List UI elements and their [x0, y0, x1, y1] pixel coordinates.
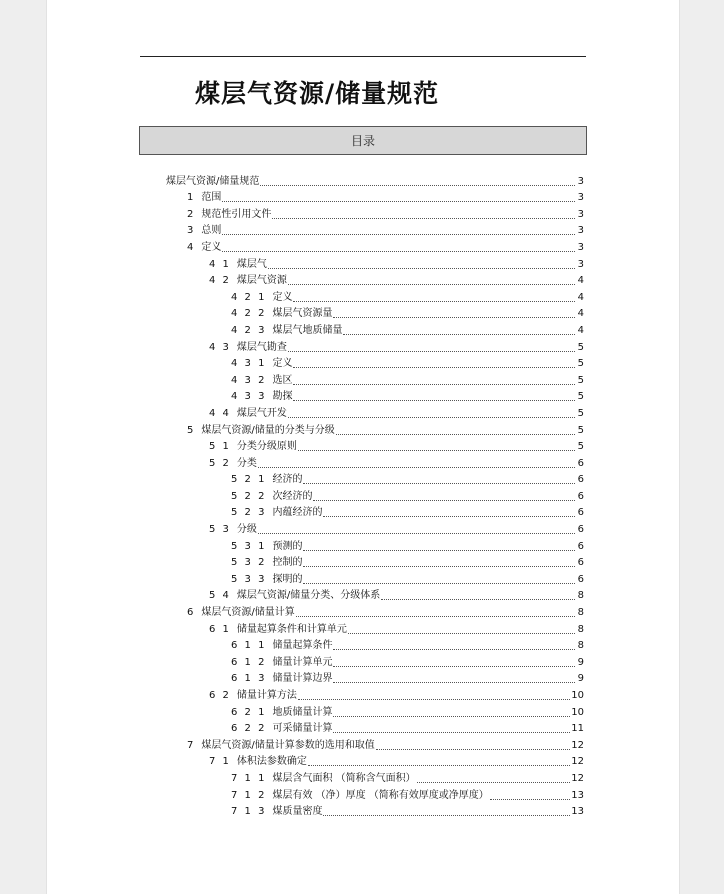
- document-title: 煤层气资源/储量规范: [195, 79, 440, 108]
- toc-dot-leader: [348, 632, 575, 634]
- toc-entry[interactable]: [166, 287, 584, 304]
- toc-dot-leader: [272, 217, 575, 219]
- toc-entry[interactable]: [166, 470, 584, 487]
- toc-entry-number: 5 2 2: [231, 490, 267, 502]
- toc-entry[interactable]: [166, 387, 584, 404]
- toc-entry-title: 勘探: [272, 391, 293, 403]
- toc-entry-page: 6: [577, 524, 584, 536]
- toc-entry[interactable]: [166, 237, 584, 254]
- toc-entry-number: 2: [187, 208, 196, 220]
- toc-dot-leader: [333, 731, 570, 733]
- toc-dot-leader: [288, 283, 575, 285]
- toc-entry-page: 12: [571, 739, 584, 751]
- toc-entry-page: 5: [577, 341, 584, 353]
- toc-entry-title: 煤层气资源/储量计算: [201, 607, 295, 619]
- toc-entry[interactable]: [166, 420, 584, 437]
- toc-dot-leader: [258, 466, 575, 468]
- toc-heading: 目录: [139, 126, 587, 155]
- toc-entry[interactable]: [166, 370, 584, 387]
- toc-entry[interactable]: [166, 271, 584, 288]
- toc-dot-leader: [333, 715, 570, 717]
- toc-entry[interactable]: [166, 453, 584, 470]
- toc-dot-leader: [293, 383, 575, 385]
- toc-entry-title: 地质储量计算: [272, 706, 333, 718]
- toc-entry-title: 煤层气资源/储量规范: [166, 175, 260, 187]
- toc-entry-number: 7 1 2: [231, 789, 267, 801]
- toc-entry[interactable]: [166, 553, 584, 570]
- toc-entry-number: 3: [187, 225, 196, 237]
- toc-dot-leader: [260, 184, 575, 186]
- toc-entry-page: 6: [577, 573, 584, 585]
- toc-entry-title: 煤层有效 （净）厚度 （简称有效厚度或净厚度）: [272, 789, 489, 801]
- toc-entry-number: 4 4: [209, 407, 231, 419]
- toc-entry[interactable]: [166, 171, 584, 188]
- toc-entry-page: 11: [571, 723, 584, 735]
- toc-entry[interactable]: [166, 221, 584, 238]
- toc-dot-leader: [417, 781, 571, 783]
- toc-entry[interactable]: [166, 486, 584, 503]
- toc-entry[interactable]: [166, 437, 584, 454]
- toc-entry[interactable]: [166, 652, 584, 669]
- toc-entry-page: 10: [571, 690, 584, 701]
- toc-entry-title: 分类: [236, 457, 257, 469]
- toc-entry-number: 6 2 2: [231, 723, 267, 735]
- toc-entry-number: 4 2: [209, 275, 231, 287]
- toc-entry-number: 5 2: [209, 457, 231, 469]
- toc-dot-leader: [288, 350, 575, 352]
- toc-entry-title: 内蕴经济的: [272, 507, 323, 519]
- toc-dot-leader: [333, 665, 575, 667]
- toc-dot-leader: [381, 598, 575, 600]
- toc-dot-leader: [268, 267, 575, 269]
- toc-entry-title: 储量计算边界: [272, 673, 333, 685]
- toc-dot-leader: [333, 681, 575, 683]
- toc-entry-page: 4: [577, 308, 584, 320]
- toc-dot-leader: [303, 582, 575, 584]
- toc-dot-leader: [308, 764, 570, 766]
- toc-entry-title: 储量计算单元: [272, 656, 333, 668]
- toc-entry-title: 煤层气勘查: [236, 341, 287, 353]
- toc-entry-title: 选区: [272, 374, 293, 386]
- toc-entry-number: 4 3 3: [231, 391, 267, 403]
- toc-entry-number: 5 1: [209, 441, 231, 453]
- toc-entry-number: 6: [187, 607, 196, 619]
- toc-entry-title: 定义: [272, 358, 293, 370]
- toc-dot-leader: [288, 416, 575, 418]
- toc-dot-leader: [490, 798, 570, 800]
- toc-entry[interactable]: [166, 802, 584, 819]
- toc-entry-title: 定义: [272, 291, 293, 303]
- toc-dot-leader: [303, 549, 575, 551]
- header-rule: [140, 56, 586, 57]
- toc-entry-page: 6: [577, 507, 584, 519]
- toc-entry-page: 6: [577, 474, 584, 486]
- toc-entry-number: 6 2: [209, 690, 231, 701]
- toc-entry-page: 8: [577, 623, 584, 635]
- toc-entry-title: 分级: [236, 524, 257, 536]
- toc-entry-number: 5 3 3: [231, 573, 267, 585]
- toc-dot-leader: [222, 250, 575, 252]
- toc-dot-leader: [293, 399, 575, 401]
- document-page: [46, 0, 680, 894]
- toc-entry-number: 5 2 3: [231, 507, 267, 519]
- toc-dot-leader: [303, 482, 575, 484]
- toc-entry-title: 规范性引用文件: [201, 208, 272, 220]
- toc-entry-title: 探明的: [272, 573, 303, 585]
- toc-dot-leader: [222, 233, 575, 235]
- toc-entry-title: 煤层气开发: [236, 407, 287, 419]
- toc-dot-leader: [293, 366, 575, 368]
- toc-entry-title: 控制的: [272, 557, 303, 569]
- toc-entry[interactable]: [166, 586, 584, 603]
- toc-entry[interactable]: [166, 337, 584, 354]
- toc-entry-title: 煤层气: [236, 258, 267, 270]
- toc-entry-title: 煤层含气面积 （简称含气面积）: [272, 772, 416, 784]
- toc-entry-page: 3: [577, 208, 584, 220]
- toc-entry-title: 体积法参数确定: [236, 756, 307, 768]
- toc-entry-title: 储量起算条件和计算单元: [236, 623, 347, 635]
- toc-entry-page: 4: [577, 324, 584, 336]
- toc-entry-number: 7 1 1: [231, 772, 267, 784]
- toc-entry[interactable]: [166, 503, 584, 520]
- toc-entry-title: 经济的: [272, 474, 303, 486]
- toc-entry-title: 煤层气资源/储量的分类与分级: [201, 424, 335, 436]
- toc-entry[interactable]: [166, 669, 584, 686]
- toc-entry[interactable]: [166, 204, 584, 221]
- toc-entry-number: 6 1 1: [231, 640, 267, 652]
- toc-entry-number: 7 1: [209, 756, 231, 768]
- toc-dot-leader: [376, 748, 571, 750]
- toc-entry-number: 4 2 3: [231, 324, 267, 336]
- toc-entry-title: 次经济的: [272, 490, 313, 502]
- toc-entry-number: 7 1 3: [231, 806, 267, 818]
- toc-entry-page: 4: [577, 291, 584, 303]
- toc-dot-leader: [303, 565, 575, 567]
- toc-entry[interactable]: [166, 304, 584, 321]
- toc-entry[interactable]: [166, 702, 584, 719]
- toc-dot-leader: [258, 532, 575, 534]
- toc-entry-page: 8: [577, 607, 584, 619]
- toc-entry-page: 6: [577, 457, 584, 469]
- toc-entry-page: 6: [577, 540, 584, 552]
- toc-entry[interactable]: [166, 320, 584, 337]
- toc-entry-number: 4 3 1: [231, 358, 267, 370]
- toc-dot-leader: [323, 814, 570, 816]
- toc-dot-leader: [323, 515, 575, 517]
- toc-entry-number: 5 3 2: [231, 557, 267, 569]
- toc-entry[interactable]: [166, 354, 584, 371]
- toc-entry[interactable]: [166, 785, 584, 802]
- toc-entry-page: 5: [577, 407, 584, 419]
- toc-dot-leader: [298, 698, 570, 700]
- toc-entry-title: 煤层气资源: [236, 275, 287, 287]
- toc-entry[interactable]: [166, 636, 584, 653]
- toc-entry-number: 6 1 3: [231, 673, 267, 685]
- toc-entry-title: 总则: [201, 225, 222, 237]
- toc-entry[interactable]: [166, 536, 584, 553]
- toc-entry-page: 10: [571, 706, 584, 718]
- toc-entry-title: 定义: [201, 241, 222, 253]
- toc-dot-leader: [222, 200, 575, 202]
- toc-entry-page: 9: [577, 673, 584, 685]
- toc-entry-page: 8: [577, 640, 584, 652]
- toc-dot-leader: [296, 615, 575, 617]
- toc-entry-number: 6 1: [209, 623, 231, 635]
- toc-entry[interactable]: [166, 254, 584, 271]
- toc-entry-number: 7: [187, 739, 196, 751]
- toc-entry-number: 5 3: [209, 524, 231, 536]
- toc-entry[interactable]: [166, 768, 584, 785]
- toc-entry[interactable]: [166, 752, 584, 769]
- toc-dot-leader: [336, 433, 575, 435]
- toc-entry-page: 3: [577, 225, 584, 237]
- toc-entry-page: 5: [577, 424, 584, 436]
- toc-entry-page: 3: [577, 175, 584, 187]
- toc-entry[interactable]: [166, 602, 584, 619]
- toc-dot-leader: [333, 648, 575, 650]
- toc-entry-title: 煤层气地质储量: [272, 324, 343, 336]
- toc-entry-title: 煤层气资源/储量计算参数的选用和取值: [201, 739, 375, 751]
- toc-entry-title: 煤层气资源量: [272, 308, 333, 320]
- toc-entry[interactable]: [166, 685, 584, 702]
- toc-entry-page: 5: [577, 374, 584, 386]
- toc-entry-page: 6: [577, 557, 584, 569]
- toc-entry-title: 范围: [201, 192, 222, 204]
- toc-dot-leader: [333, 316, 575, 318]
- toc-entry-page: 5: [577, 358, 584, 370]
- toc-entry-number: 5 2 1: [231, 474, 267, 486]
- toc-entry-page: 9: [577, 656, 584, 668]
- toc-entry-title: 可采储量计算: [272, 723, 333, 735]
- toc-entry-page: 3: [577, 241, 584, 253]
- toc-entry-title: 预测的: [272, 540, 303, 552]
- toc-entry-page: 3: [577, 258, 584, 270]
- toc-entry[interactable]: [166, 188, 584, 205]
- toc-entry[interactable]: [166, 569, 584, 586]
- toc-entry-number: 6 2 1: [231, 706, 267, 718]
- toc-entry-page: 12: [571, 756, 584, 768]
- toc-entry-number: 4 1: [209, 258, 231, 270]
- toc-dot-leader: [293, 300, 575, 302]
- toc-entry-number: 4 3 2: [231, 374, 267, 386]
- toc-entry-title: 煤层气资源/储量分类、分级体系: [236, 590, 381, 602]
- toc-entry-number: 5: [187, 424, 196, 436]
- toc-entry[interactable]: [166, 403, 584, 420]
- toc-entry-number: 1: [187, 192, 196, 204]
- toc-entry-page: 3: [577, 192, 584, 204]
- toc-entry-number: 4 3: [209, 341, 231, 353]
- toc-entry[interactable]: [166, 519, 584, 536]
- toc-entry-page: 12: [571, 772, 584, 784]
- toc-entry-title: 储量起算条件: [272, 640, 333, 652]
- toc-entry-title: 储量计算方法: [236, 690, 297, 701]
- toc-dot-leader: [343, 333, 575, 335]
- toc-entry-title: 分类分级原则: [236, 441, 297, 453]
- toc-entry[interactable]: [166, 719, 584, 736]
- toc-entry-number: 4 2 2: [231, 308, 267, 320]
- toc-entry-number: 4 2 1: [231, 291, 267, 303]
- toc-entry-page: 6: [577, 490, 584, 502]
- toc-entry-page: 13: [571, 789, 584, 801]
- toc-dot-leader: [298, 449, 575, 451]
- toc-entry-title: 煤质量密度: [272, 806, 323, 818]
- toc-dot-leader: [313, 499, 575, 501]
- toc-entry[interactable]: [166, 735, 584, 752]
- toc-entry[interactable]: [166, 619, 584, 636]
- toc-entry-number: 5 3 1: [231, 540, 267, 552]
- table-of-contents: [166, 171, 584, 818]
- toc-entry-number: 4: [187, 241, 196, 253]
- toc-entry-page: 13: [571, 806, 584, 818]
- toc-entry-number: 6 1 2: [231, 656, 267, 668]
- toc-entry-number: 5 4: [209, 590, 231, 602]
- toc-entry-page: 5: [577, 441, 584, 453]
- toc-entry-page: 8: [577, 590, 584, 602]
- toc-entry-page: 5: [577, 391, 584, 403]
- toc-entry-page: 4: [577, 275, 584, 287]
